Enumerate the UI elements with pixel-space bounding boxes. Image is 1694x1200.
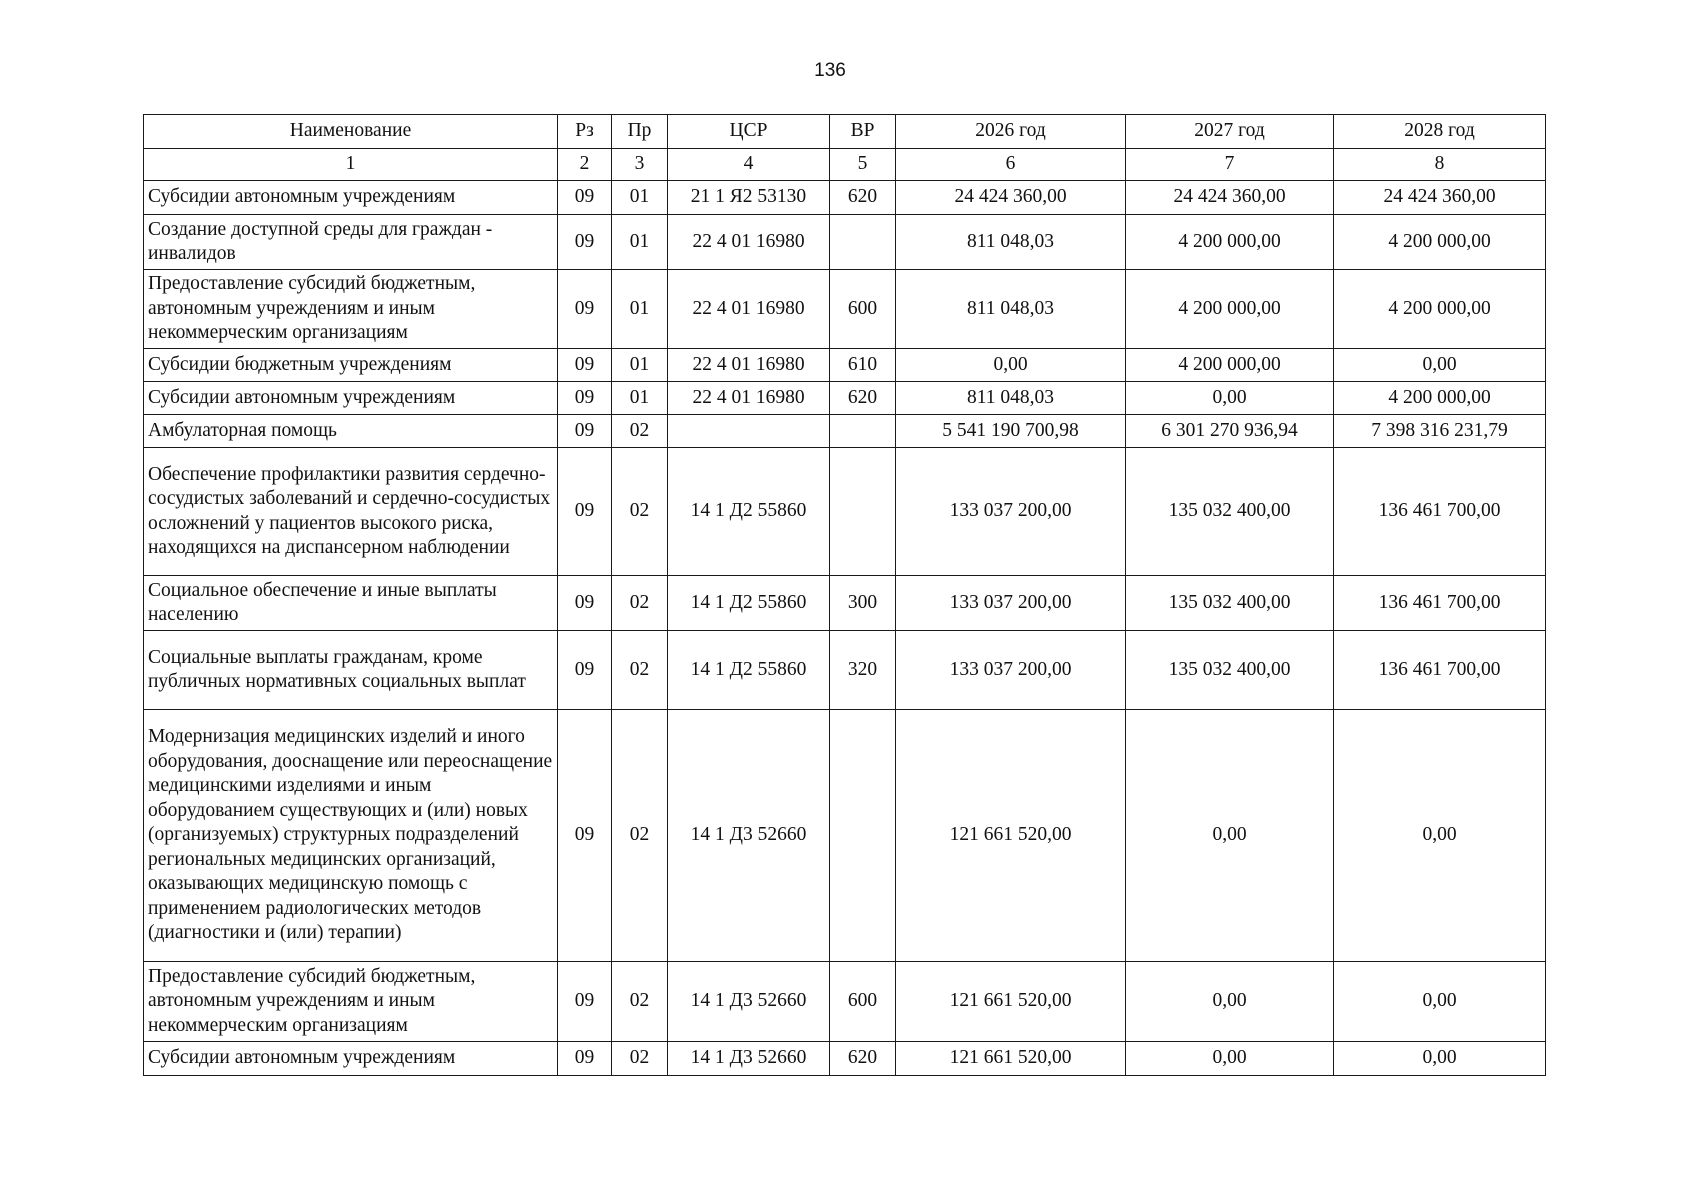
row-2028: 0,00 <box>1334 1042 1546 1076</box>
header-vr: ВР <box>830 115 896 149</box>
table-row <box>144 181 1546 215</box>
row-2026: 24 424 360,00 <box>896 181 1126 215</box>
row-name: Социальное обеспечение и иные выплаты населению <box>144 576 558 631</box>
row-vr: 300 <box>830 576 896 631</box>
row-rz: 09 <box>558 576 612 631</box>
row-csr: 22 4 01 16980 <box>668 215 830 270</box>
table-row <box>144 215 1546 270</box>
row-csr <box>668 415 830 448</box>
table-row <box>144 576 1546 631</box>
row-2028: 7 398 316 231,79 <box>1334 415 1546 448</box>
column-number: 8 <box>1334 149 1546 181</box>
row-rz: 09 <box>558 448 612 576</box>
row-2027: 4 200 000,00 <box>1126 349 1334 382</box>
row-name: Субсидии автономным учреждениям <box>144 181 558 215</box>
row-rz: 09 <box>558 382 612 415</box>
row-2028: 24 424 360,00 <box>1334 181 1546 215</box>
row-2026: 133 037 200,00 <box>896 631 1126 710</box>
row-2028: 0,00 <box>1334 962 1546 1042</box>
row-rz: 09 <box>558 215 612 270</box>
row-name: Предоставление субсидий бюджетным, автономным учреждениям и иным некоммерческим организациям <box>144 962 558 1042</box>
row-2027: 4 200 000,00 <box>1126 270 1334 349</box>
table-row <box>144 1042 1546 1076</box>
row-csr: 21 1 Я2 53130 <box>668 181 830 215</box>
row-rz: 09 <box>558 415 612 448</box>
column-number-row <box>144 149 1546 181</box>
header-csr: ЦСР <box>668 115 830 149</box>
row-csr: 22 4 01 16980 <box>668 349 830 382</box>
row-2027: 135 032 400,00 <box>1126 448 1334 576</box>
row-vr: 600 <box>830 270 896 349</box>
row-rz: 09 <box>558 349 612 382</box>
row-vr: 620 <box>830 1042 896 1076</box>
row-name: Субсидии автономным учреждениям <box>144 382 558 415</box>
row-2026: 133 037 200,00 <box>896 576 1126 631</box>
row-vr <box>830 415 896 448</box>
column-number: 3 <box>612 149 668 181</box>
row-rz: 09 <box>558 1042 612 1076</box>
row-rz: 09 <box>558 710 612 962</box>
row-2026: 811 048,03 <box>896 270 1126 349</box>
row-2026: 811 048,03 <box>896 382 1126 415</box>
row-2028: 136 461 700,00 <box>1334 576 1546 631</box>
column-number: 5 <box>830 149 896 181</box>
row-rz: 09 <box>558 270 612 349</box>
row-pr: 01 <box>612 270 668 349</box>
page-number: 136 <box>814 60 846 81</box>
row-2027: 0,00 <box>1126 1042 1334 1076</box>
row-name: Создание доступной среды для граждан - инвалидов <box>144 215 558 270</box>
row-rz: 09 <box>558 962 612 1042</box>
row-2027: 135 032 400,00 <box>1126 576 1334 631</box>
row-pr: 01 <box>612 181 668 215</box>
column-number: 6 <box>896 149 1126 181</box>
row-pr: 01 <box>612 382 668 415</box>
column-number: 2 <box>558 149 612 181</box>
row-vr <box>830 215 896 270</box>
row-vr: 620 <box>830 181 896 215</box>
row-2026: 121 661 520,00 <box>896 962 1126 1042</box>
column-number: 4 <box>668 149 830 181</box>
table-row <box>144 349 1546 382</box>
row-2028: 4 200 000,00 <box>1334 215 1546 270</box>
row-pr: 01 <box>612 215 668 270</box>
row-2028: 0,00 <box>1334 710 1546 962</box>
column-number: 7 <box>1126 149 1334 181</box>
row-name: Амбулаторная помощь <box>144 415 558 448</box>
row-2026: 121 661 520,00 <box>896 1042 1126 1076</box>
row-pr: 01 <box>612 349 668 382</box>
header-name: Наименование <box>144 115 558 149</box>
column-number: 1 <box>144 149 558 181</box>
row-name: Субсидии бюджетным учреждениям <box>144 349 558 382</box>
row-vr: 620 <box>830 382 896 415</box>
row-2028: 136 461 700,00 <box>1334 448 1546 576</box>
row-pr: 02 <box>612 631 668 710</box>
row-2028: 4 200 000,00 <box>1334 270 1546 349</box>
row-2028: 136 461 700,00 <box>1334 631 1546 710</box>
row-2027: 0,00 <box>1126 382 1334 415</box>
row-vr: 610 <box>830 349 896 382</box>
row-2027: 6 301 270 936,94 <box>1126 415 1334 448</box>
table-row <box>144 270 1546 349</box>
row-csr: 14 1 Д3 52660 <box>668 1042 830 1076</box>
table-row <box>144 382 1546 415</box>
row-2026: 121 661 520,00 <box>896 710 1126 962</box>
row-2027: 0,00 <box>1126 710 1334 962</box>
budget-table <box>143 114 1546 1076</box>
row-csr: 22 4 01 16980 <box>668 382 830 415</box>
row-name: Модернизация медицинских изделий и иного оборудования, дооснащение или переоснащение медицинскими изделиями и иным оборудованием существующих и (или) новых (организуемых) структурных подразделений региональных медицинских организаций, оказывающих медицинскую помощь с применением радиологических методов (диагностики и (или) терапии) <box>144 710 558 962</box>
row-pr: 02 <box>612 415 668 448</box>
row-name: Социальные выплаты гражданам, кроме публичных нормативных социальных выплат <box>144 631 558 710</box>
row-csr: 14 1 Д2 55860 <box>668 631 830 710</box>
row-name: Обеспечение профилактики развития сердечно-сосудистых заболеваний и сердечно-сосудистых осложнений у пациентов высокого риска, находящихся на диспансерном наблюдении <box>144 448 558 576</box>
row-2026: 5 541 190 700,98 <box>896 415 1126 448</box>
row-csr: 14 1 Д2 55860 <box>668 576 830 631</box>
header-row <box>144 115 1546 149</box>
row-vr: 320 <box>830 631 896 710</box>
row-2028: 0,00 <box>1334 349 1546 382</box>
header-2027: 2027 год <box>1126 115 1334 149</box>
table-row <box>144 415 1546 448</box>
table-row <box>144 631 1546 710</box>
row-csr: 14 1 Д2 55860 <box>668 448 830 576</box>
row-pr: 02 <box>612 710 668 962</box>
row-vr: 600 <box>830 962 896 1042</box>
row-name: Предоставление субсидий бюджетным, автономным учреждениям и иным некоммерческим организациям <box>144 270 558 349</box>
header-2028: 2028 год <box>1334 115 1546 149</box>
row-2027: 4 200 000,00 <box>1126 215 1334 270</box>
row-2026: 811 048,03 <box>896 215 1126 270</box>
row-vr <box>830 710 896 962</box>
table-row <box>144 962 1546 1042</box>
row-2028: 4 200 000,00 <box>1334 382 1546 415</box>
table-row <box>144 710 1546 962</box>
row-rz: 09 <box>558 631 612 710</box>
header-pr: Пр <box>612 115 668 149</box>
row-csr: 14 1 Д3 52660 <box>668 710 830 962</box>
table-row <box>144 448 1546 576</box>
row-pr: 02 <box>612 1042 668 1076</box>
row-pr: 02 <box>612 576 668 631</box>
row-2026: 133 037 200,00 <box>896 448 1126 576</box>
row-2027: 0,00 <box>1126 962 1334 1042</box>
row-2027: 135 032 400,00 <box>1126 631 1334 710</box>
row-pr: 02 <box>612 448 668 576</box>
row-2027: 24 424 360,00 <box>1126 181 1334 215</box>
row-pr: 02 <box>612 962 668 1042</box>
row-2026: 0,00 <box>896 349 1126 382</box>
row-csr: 14 1 Д3 52660 <box>668 962 830 1042</box>
header-rz: Рз <box>558 115 612 149</box>
row-csr: 22 4 01 16980 <box>668 270 830 349</box>
row-name: Субсидии автономным учреждениям <box>144 1042 558 1076</box>
header-2026: 2026 год <box>896 115 1126 149</box>
row-rz: 09 <box>558 181 612 215</box>
row-vr <box>830 448 896 576</box>
